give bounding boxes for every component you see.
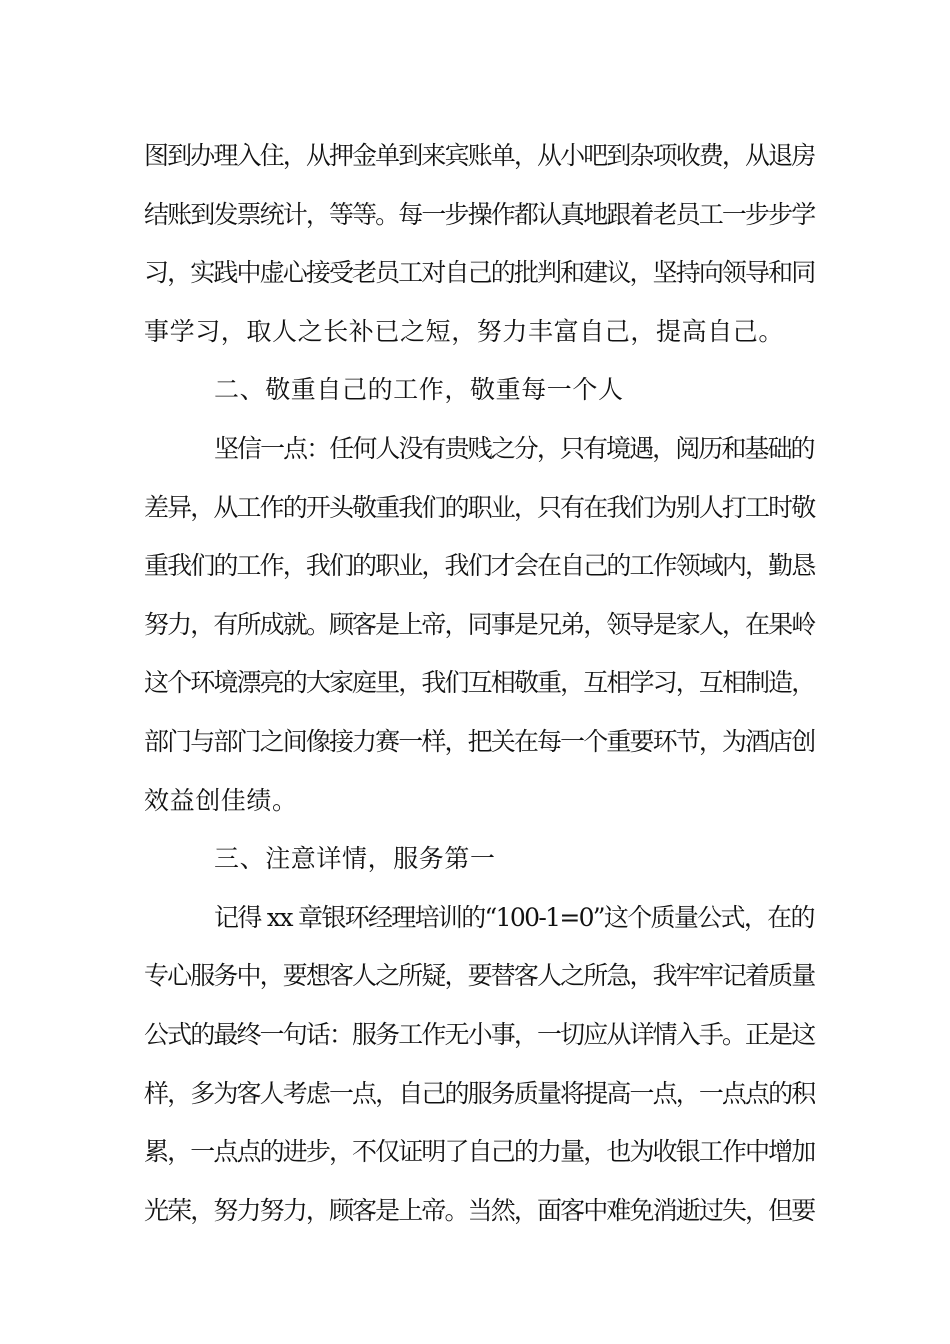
text-line: 结账到发票统计，等等。每一步操作都认真地跟着老员工一步步学	[144, 199, 815, 229]
text-line: 光荣，努力努力，顾客是上帝。当然，面客中难免消逝过失，但要	[144, 1195, 815, 1225]
text-line: 部门与部门之间像接力赛一样，把关在每一个重要环节，为酒店创	[144, 726, 815, 756]
text-line: 专心服务中，要想客人之所疑，要替客人之所急，我牢牢记着质量	[144, 961, 815, 991]
text-line: 效益创佳绩。	[144, 785, 298, 815]
text-line: 二、敬重自己的工作，敬重每一个人	[214, 375, 624, 405]
text-line: 重我们的工作，我们的职业，我们才会在自己的工作领域内，勤恳	[144, 551, 815, 581]
text-line: 图到办理入住，从押金单到来宾账单，从小吧到杂项收费，从退房	[144, 141, 815, 170]
text-line: 公式的最终一句话：服务工作无小事，一切应从详情入手。正是这	[144, 1019, 815, 1049]
text-line: 习，实践中虚心接受老员工对自己的批判和建议，坚持向领导和同	[144, 258, 815, 288]
text-line: 这个环境漂亮的大家庭里，我们互相敬重，互相学习，互相制造，	[144, 668, 815, 698]
text-line: 三、注意详情，服务第一	[214, 844, 496, 874]
text-line: 记得 xx 章银环经理培训的“100-1=0”这个质量公式，在的	[214, 902, 814, 932]
text-line: 坚信一点：任何人没有贵贱之分，只有境遇，阅历和基础的	[214, 433, 814, 463]
text-line: 累，一点点的进步，不仅证明了自己的力量，也为收银工作中增加	[144, 1137, 815, 1167]
document-body	[144, 127, 814, 1240]
text-line: 样，多为客人考虑一点，自己的服务质量将提高一点，一点点的积	[144, 1078, 815, 1108]
text-line: 努力，有所成就。顾客是上帝，同事是兄弟，领导是家人，在果岭	[144, 609, 815, 639]
text-line: 差异，从工作的开头敬重我们的职业，只有在我们为别人打工时敬	[144, 492, 815, 522]
text-line: 事学习，取人之长补已之短，努力丰富自己，提高自己。	[144, 316, 785, 346]
